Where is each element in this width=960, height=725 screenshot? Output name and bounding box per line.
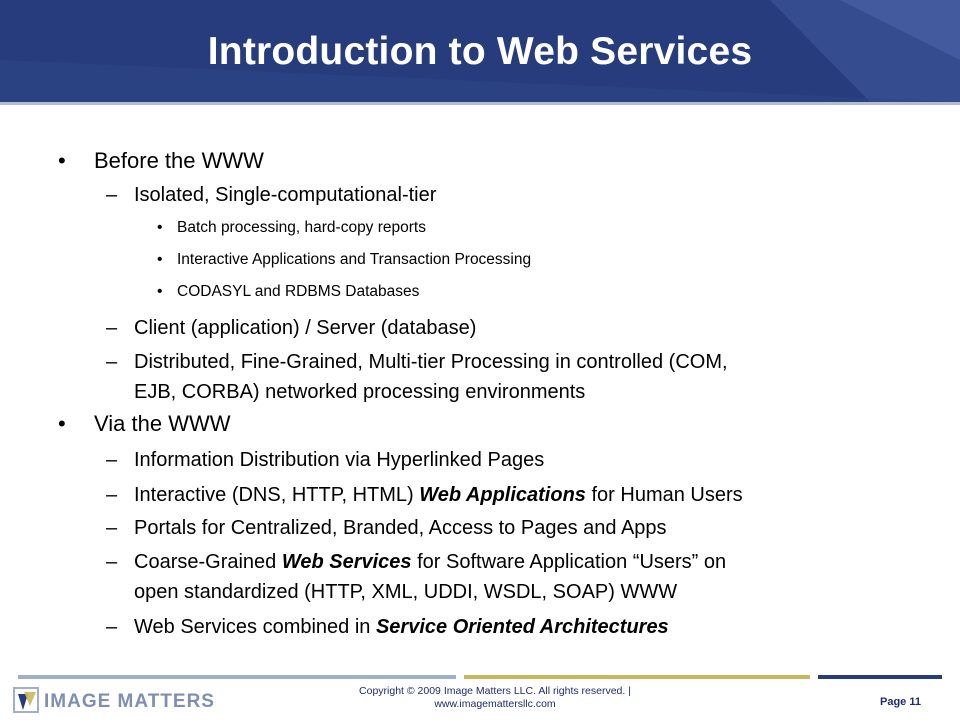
bullet-mark: • [58,411,66,436]
dash-mark: – [106,484,118,506]
logo-icon [10,684,240,720]
bullet-text-continuation: EJB, CORBA) networked processing environments [134,381,586,403]
website-link[interactable]: www.imagemattersllc.com [434,698,556,710]
bullet-text: Client (application) / Server (database) [134,317,477,339]
emphasis-text: Service Oriented Architectures [375,616,669,638]
bullet-level2 [106,480,743,510]
bullet-level1 [58,148,264,174]
bullet-mark: • [157,219,163,236]
bullet-text-continuation: open standardized (HTTP, XML, UDDI, WSDL, SOAP) WWW [134,581,678,603]
copyright-line: Copyright © 2009 Image Matters LLC. All rights reserved. | [359,685,631,697]
bullet-text: CODASYL and RDBMS Databases [177,283,420,300]
copyright-notice [300,685,690,711]
bullet-level2 [106,513,667,543]
company-logo [10,684,240,720]
page-number: Page 11 [880,696,921,708]
bullet-text: Information Distribution via Hyperlinked Pages [134,449,545,471]
bullet-level2 [106,180,437,210]
bullet-level1 [58,411,231,437]
bullet-text: Before the WWW [94,148,264,173]
dash-mark: – [106,317,118,339]
bullet-level2 [106,612,669,642]
footer-bar-middle [464,675,810,679]
bullet-level2 [106,445,545,475]
bullet-text: Via the WWW [94,411,231,436]
dash-mark: – [106,551,118,573]
emphasis-text: Web Applications [419,484,586,506]
bullet-text: Portals for Centralized, Branded, Access to Pages and Apps [134,517,667,539]
dash-mark: – [106,184,118,206]
emphasis-text: Web Services [281,551,412,573]
logo-text: IMAGE MATTERS [44,691,215,712]
bullet-level3 [157,251,532,269]
dash-mark: – [106,517,118,539]
bullet-text: Distributed, Fine-Grained, Multi-tier Processing in controlled (COM, [134,351,728,373]
bullet-mark: • [58,148,66,173]
bullet-text: Interactive (DNS, HTTP, HTML) [134,484,420,506]
bullet-text: Batch processing, hard-copy reports [177,219,426,236]
bullet-text: for Software Application “Users” on [411,551,727,573]
bullet-level2 [106,547,727,607]
footer-bar-left [18,675,456,679]
slide-title: Introduction to Web Services [207,30,753,73]
footer-bar-right [818,675,942,679]
dash-mark: – [106,616,118,638]
bullet-level3 [157,219,426,237]
bullet-text: Web Services combined in [134,616,376,638]
dash-mark: – [106,449,118,471]
bullet-text: for Human Users [585,484,743,506]
bullet-level2 [106,347,728,407]
bullet-level3 [157,283,420,301]
bullet-mark: • [157,251,163,268]
bullet-text: Coarse-Grained [134,551,282,573]
bullet-text: Interactive Applications and Transaction Processing [177,251,532,268]
dash-mark: – [106,351,118,373]
bullet-level2 [106,313,477,343]
bullet-text: Isolated, Single-computational-tier [134,184,437,206]
bullet-mark: • [157,283,163,300]
